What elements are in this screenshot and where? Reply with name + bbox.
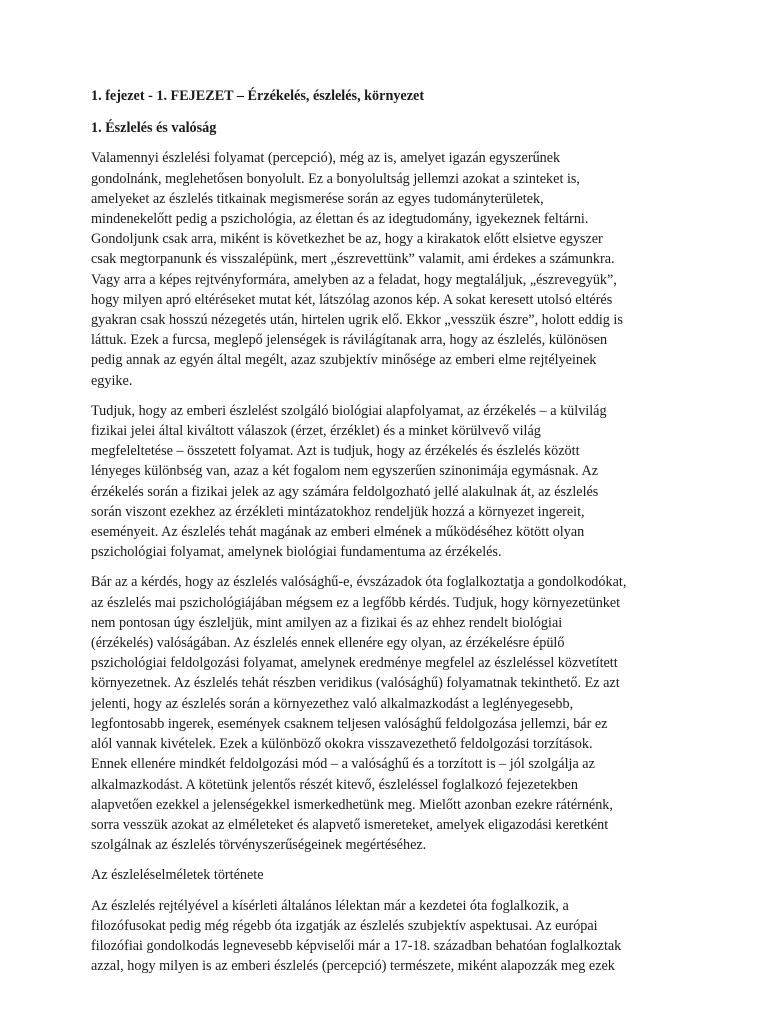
text-line: szolgálnak az észlelés törvényszerűségeinek megértéséhez. bbox=[91, 837, 427, 854]
text-line: jelenti, hogy az észlelés során a környezethez való alkalmazkodást a leglényegesebb, bbox=[91, 695, 574, 712]
text-line: pszichológiai feldolgozási folyamat, amelynek eredménye megfelel az észleléssel közvetített bbox=[91, 655, 618, 672]
text-line: alapvetően ezekkel a jelenségekkel ismerkedhetünk meg. Mielőtt azonban ezekre rátérnénk, bbox=[91, 796, 613, 813]
text-line: láttuk. Ezek a furcsa, meglepő jelenségek is rávilágítanak arra, hogy az észlelés, különösen bbox=[91, 332, 608, 349]
section-heading: 1. Észlelés és valóság bbox=[91, 120, 217, 137]
text-line: érzékelés során a fizikai jelek az agy számára feldolgozható jellé alakulnak át, az észlelés bbox=[91, 483, 599, 500]
text-line: legfontosabb ingerek, események csaknem teljesen valósághű feldolgozása jellemzi, bár ez bbox=[91, 715, 608, 732]
text-line: alkalmazkodást. A kötetünk jelentős részét kitevő, észleléssel foglalkozó fejezetekben bbox=[91, 776, 578, 793]
text-line: környezetnek. Az észlelés tehát részben veridikus (valósághű) folyamatnak tekinthető. Ez azt bbox=[91, 675, 620, 692]
text-line: során viszont ezekhez az érzékleti mintázatokhoz rendeljük hozzá a környezet ingereit, bbox=[91, 503, 585, 520]
text-line: csak megtorpanunk és visszalépünk, mert „észrevettünk” valamit, ami érdekes a számunkra. bbox=[91, 251, 615, 268]
text-line: gyakran csak hosszú nézegetés után, hirtelen ugrik elő. Ekkor „vesszük észre”, holott eddig is bbox=[91, 312, 623, 329]
text-line: Gondoljunk csak arra, miként is következhet be az, hogy a kirakatok előtt elsietve egyszer bbox=[91, 231, 603, 248]
subsection-title: Az észleléselméletek története bbox=[91, 867, 264, 884]
text-line: egyike. bbox=[91, 372, 133, 389]
text-line: lényeges különbség van, azaz a két fogalom nem egyszerűen szinonimája egymásnak. Az bbox=[91, 463, 599, 480]
text-line: Valamennyi észlelési folyamat (percepció), még az is, amelyet igazán egyszerűnek bbox=[91, 150, 561, 167]
paragraph-1 bbox=[91, 148, 679, 390]
text-line: Bár az a kérdés, hogy az észlelés valósághű-e, évszázadok óta foglalkoztatja a gondolkodókat, bbox=[91, 574, 627, 591]
text-line: fizikai jelei által kiváltott válaszok (érzet, érzéklet) és a minket körülvevő világ bbox=[91, 423, 541, 440]
text-line: Vagy arra a képes rejtvényformára, amelyben az a feladat, hogy megtaláljuk, „észrevegyük”, bbox=[91, 271, 617, 288]
text-line: megfeleltetése – összetett folyamat. Azt is tudjuk, hogy az érzékelés és észlelés között bbox=[91, 443, 580, 460]
text-line: (érzékelés) valóságában. Az észlelés ennek ellenére egy olyan, az érzékelésre épülő bbox=[91, 635, 565, 652]
text-line: mindenekelőtt pedig a pszichológia, az élettan és az idegtudomány, igyekeznek feltárni. bbox=[91, 211, 589, 228]
text-line: Ennek ellenére mindkét feldolgozási mód – a valósághű és a torzított is – jól szolgálja az bbox=[91, 756, 595, 773]
text-line: pszichológiai folyamat, amelynek biológiai fundamentuma az érzékelés. bbox=[91, 544, 502, 561]
chapter-heading: 1. fejezet - 1. FEJEZET – Érzékelés, észlelés, környezet bbox=[91, 88, 425, 104]
text-line: sorra vesszük azokat az elméleteket és alapvető ismereteket, amelyek eligazodási keretként bbox=[91, 816, 609, 833]
document-page bbox=[91, 82, 679, 986]
text-line: eseményeit. Az észlelés tehát magának az emberi elmének a működéséhez kötött olyan bbox=[91, 524, 585, 541]
paragraph-2 bbox=[91, 401, 679, 563]
text-line: filozófusokat pedig még régebb óta izgatják az észlelés szubjektív aspektusai. Az európai bbox=[91, 917, 598, 934]
text-line: alól vannak kivételek. Ezek a különböző okokra visszavezethető feldolgozási torzítások. bbox=[91, 736, 593, 753]
text-line: azzal, hogy milyen is az emberi észlelés (percepció) természete, miként alapozzák meg ezek bbox=[91, 958, 615, 975]
text-line: nem pontosan úgy észleljük, mint amilyen az a fizikai és az ehhez rendelt biológiai bbox=[91, 614, 563, 631]
text-line: amelyeket az észlelés titkainak megismerése során az egyes tudományterületek, bbox=[91, 190, 544, 207]
text-line: filozófiai gondolkodás legnevesebb képviselői már a 17-18. században behatóan foglalkoztak bbox=[91, 937, 622, 954]
paragraph-3 bbox=[91, 572, 679, 855]
text-line: Az észlelés rejtélyével a kísérleti általános lélektan már a kezdetei óta foglalkozik, a bbox=[91, 897, 569, 914]
text-line: hogy milyen apró eltéréseket mutat két, látszólag azonos kép. A sokat keresett utolsó eltérés bbox=[91, 291, 613, 308]
text-line: Tudjuk, hogy az emberi észlelést szolgáló biológiai alapfolyamat, az érzékelés – a külvilág bbox=[91, 402, 607, 419]
text-line: pedig annak az egyén által megélt, azaz szubjektív minősége az emberi elme rejtélyeinek bbox=[91, 352, 597, 369]
text-line: gondolnánk, meglehetősen bonyolult. Ez a bonyolultság jellemzi azokat a szinteket is, bbox=[91, 170, 580, 187]
paragraph-4 bbox=[91, 896, 679, 977]
text-line: az észlelés mai pszichológiájában mégsem ez a legfőbb kérdés. Tudjuk, hogy környezetünket bbox=[91, 594, 621, 611]
